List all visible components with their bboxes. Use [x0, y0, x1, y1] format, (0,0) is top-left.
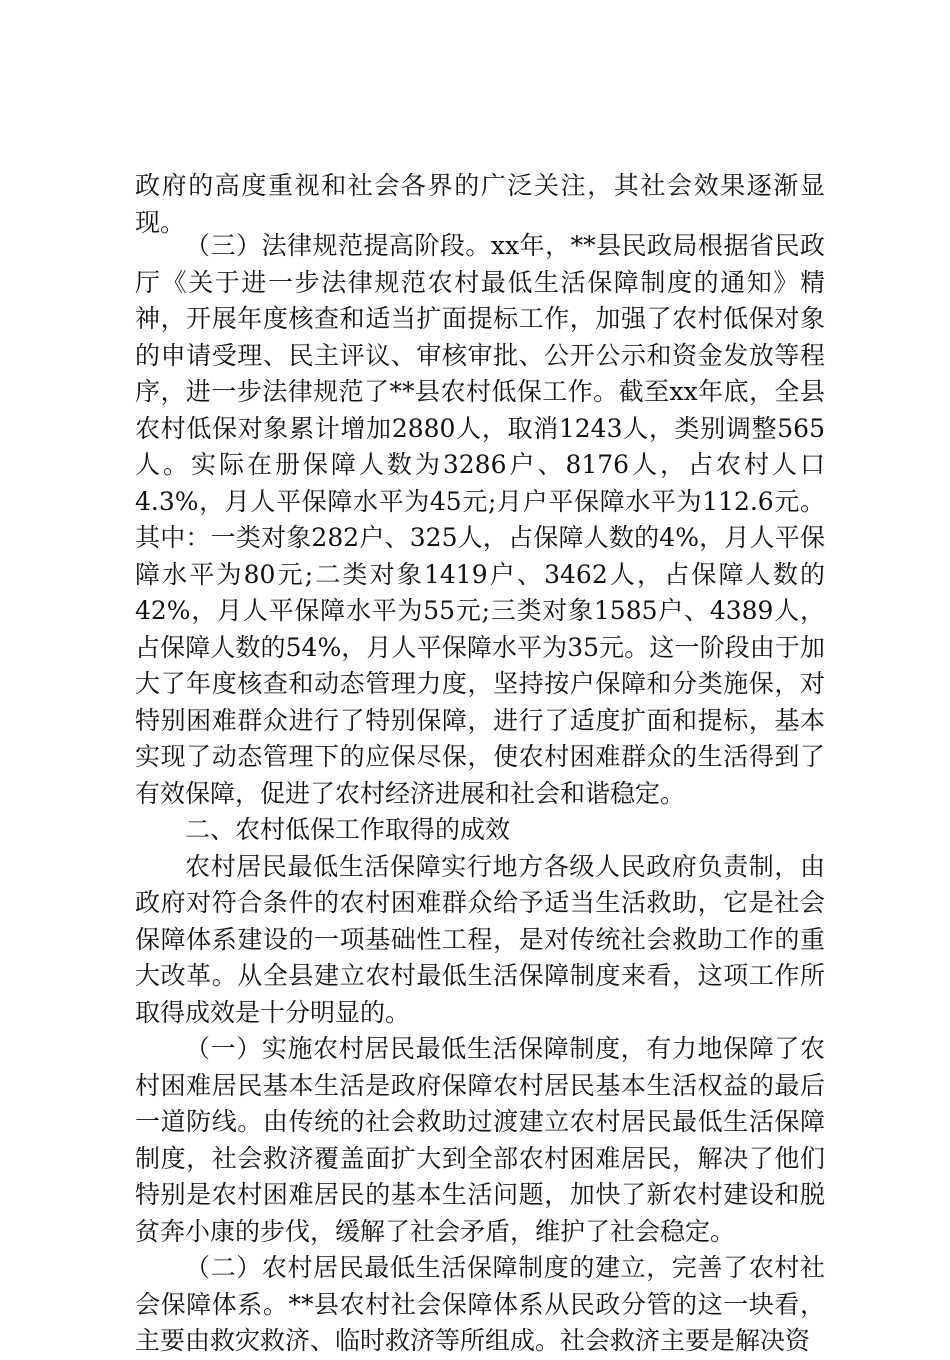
- paragraph-achievement-one: （一）实施农村居民最低生活保障制度，有力地保障了农村困难居民基本生活是政府保障农村居民基本生活权益的最后一道防线。由传统的社会救助过渡建立农村居民最低生活保障制度，社会救济覆盖面扩大到全部农村困难居民，解决了他们特别是农村困难居民的基本生活问题，加快了新农村建设和脱贫奔小康的步伐，缓解了社会矛盾，维护了社会稳定。: [135, 1034, 825, 1246]
- continued-line: 政府的高度重视和社会各界的广泛关注，其社会效果逐渐显现。: [135, 171, 825, 237]
- paragraph-stage-three: （三）法律规范提高阶段。xx年，**县民政局根据省民政厅《关于进一步法律规范农村最低生活保障制度的通知》精神，开展年度核查和适当扩面提标工作，加强了农村低保对象的申请受理、民主评议、审核审批、公开公示和资金发放等程序，进一步法律规范了**县农村低保工作。截至xx年底，全县农村低保对象累计增加2880人，取消1243人，类别调整565人。实际在册保障人数为3286户、8176人，占农村人口4.3%，月人平保障水平为45元;月户平保障水平为112.6元。其中：一类对象282户、325人，占保障人数的4%，月人平保障水平为80元;二类对象1419户、3462人，占保障人数的42%，月人平保障水平为55元;三类对象1585户、4389人，占保障人数的54%，月人平保障水平为35元。这一阶段由于加大了年度核查和动态管理力度，坚持按户保障和分类施保，对特别困难群众进行了特别保障，进行了适度扩面和提标，基本实现了动态管理下的应保尽保，使农村困难群众的生活得到了有效保障，促进了农村经济进展和社会和谐稳定。: [135, 231, 825, 808]
- document-body: [135, 228, 825, 1360]
- paragraph-achievement-two: （二）农村居民最低生活保障制度的建立，完善了农村社会保障体系。**县农村社会保障体系从民政分管的这一块看，主要由救灾救济、临时救济等所组成。社会救济主要是解决资: [135, 1253, 825, 1355]
- paragraph-achievements-intro: 农村居民最低生活保障实行地方各级人民政府负责制，由政府对符合条件的农村困难群众给予适当生活救助，它是社会保障体系建设的一项基础性工程，是对传统社会救助工作的重大改革。从全县建立农村最低生活保障制度来看，这项工作所取得成效是十分明显的。: [135, 851, 825, 1027]
- section-heading-achievements: 二、农村低保工作取得的成效: [185, 815, 511, 844]
